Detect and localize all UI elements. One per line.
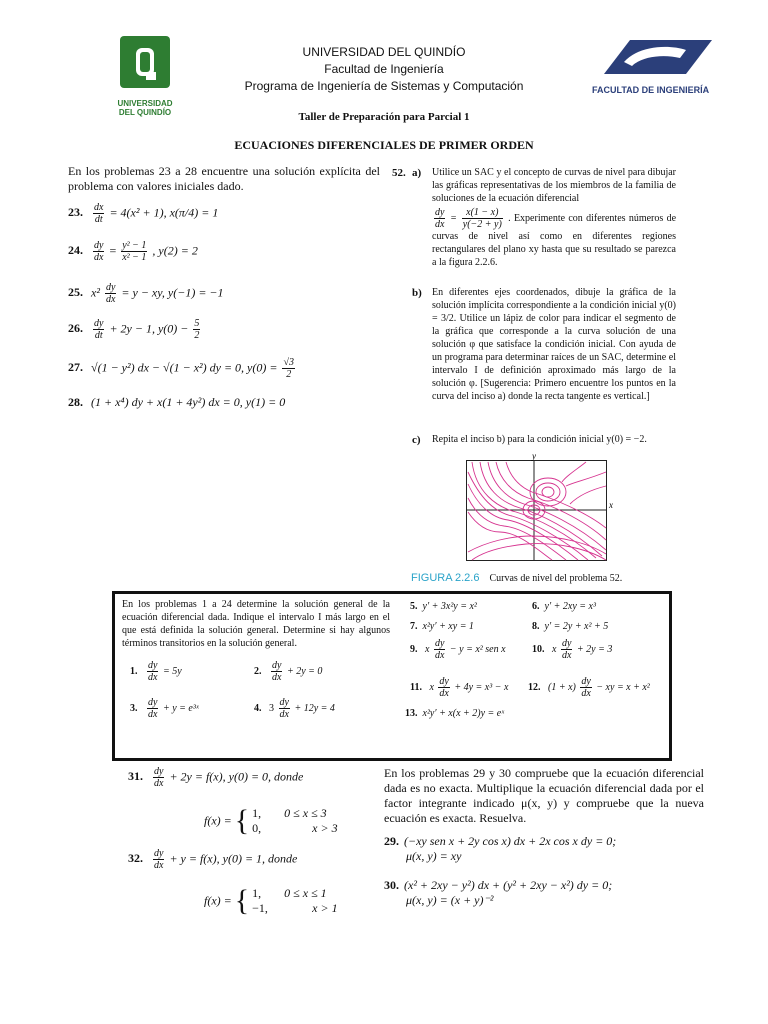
bp12-den: dx	[581, 688, 591, 699]
p32-case1-value: 1,	[252, 886, 262, 900]
box-problem-10-number: 10.	[532, 643, 545, 655]
problem-31-number: 31.	[128, 769, 143, 784]
box-problem-5	[410, 600, 477, 613]
box-problem-7-number: 7.	[410, 621, 418, 632]
problem-25-number: 25.	[68, 285, 83, 300]
bp10-rhs: + 2y = 3	[576, 643, 613, 655]
box-problem-13-number: 13.	[405, 708, 418, 719]
problem-23	[68, 202, 218, 225]
p26-den: dt	[94, 330, 103, 341]
problem-32-piecewise: f(x) = { 1, 0 ≤ x ≤ 1 −1, x > 1	[204, 884, 338, 917]
problem-52-number: 52.	[392, 167, 406, 179]
problem-31	[128, 766, 303, 789]
box-problem-11	[410, 676, 508, 699]
bp11-den: dx	[439, 688, 449, 699]
uq-logo-text-1: UNIVERSIDAD	[117, 99, 173, 108]
uq-logo-text-2: DEL QUINDÍO	[118, 108, 172, 117]
bp1-num: dy	[148, 660, 158, 671]
problem-32	[128, 848, 297, 871]
problem-52-c-label: c)	[412, 434, 421, 446]
fi-logo-icon	[590, 36, 720, 80]
problem-52-a-label: a)	[412, 167, 422, 179]
p24-den1: dx	[94, 252, 104, 263]
p32-f: f(x) =	[204, 893, 232, 908]
bp2-num: dy	[272, 660, 282, 671]
bp12-pre: (1 + x)	[548, 681, 576, 693]
bp6-body: y′ + 2xy = x³	[544, 601, 596, 612]
left-intro: En los problemas 23 a 28 encuentre una solución explícita del problema con valores iniciales dado.	[68, 164, 380, 193]
p25-den: dx	[105, 294, 116, 305]
bp3-num: dy	[148, 697, 158, 708]
p32-case2-value: −1,	[252, 901, 268, 915]
box-problem-1	[130, 660, 182, 683]
p32-den: dx	[154, 860, 164, 871]
problem-23-derivative	[93, 202, 104, 225]
bp9-pre: x	[425, 643, 430, 655]
box-problem-9	[410, 638, 506, 661]
problem-52-a-text2: . Experimente con diferentes números de curvas de nivel así como en diferentes regiones rectangulares del plano xy hasta que su resultado se parezca a la figura 2.2.6.	[432, 212, 677, 268]
bottom-right-intro: En los problemas 29 y 30 compruebe que la ecuación diferencial dada es no exacta. Multiplique la ecuación diferencial dada por el factor integrante indicado μ(x, y) y compruebe que la nueva ecuación es exacta. Resuelva.	[384, 766, 704, 825]
p24-num1: dy	[94, 240, 104, 251]
p31-num: dy	[154, 766, 164, 777]
p31-den: dx	[154, 778, 164, 789]
bp4-den: dx	[279, 709, 289, 720]
p32-num: dy	[154, 848, 164, 859]
page-title: ECUACIONES DIFERENCIALES DE PRIMER ORDEN	[234, 138, 534, 152]
faculty-name: Facultad de Ingeniería	[324, 62, 444, 76]
box-problem-3-number: 3.	[130, 702, 138, 714]
problem-26-number: 26.	[68, 321, 83, 336]
p32-case1-cond: 0 ≤ x ≤ 1	[284, 886, 327, 900]
bp5-body: y′ + 3x²y = x²	[422, 601, 477, 612]
box-problem-12	[528, 676, 650, 699]
problem-29	[384, 834, 704, 864]
problem-23-number: 23.	[68, 205, 83, 220]
bp9-num: dy	[434, 638, 445, 649]
uq-logo	[110, 36, 180, 116]
university-name: UNIVERSIDAD DEL QUINDÍO	[302, 45, 466, 59]
problem-26-rhs: + 2y − 1, y(0) −	[109, 321, 192, 336]
figure-caption-text: Curvas de nivel del problema 52.	[489, 573, 623, 584]
problem-26	[68, 318, 202, 341]
problem-52-a-text1: Utilice un SAC y el concepto de curvas de nivel para dibujar las gráficas representativas de los miembros de la familia de soluciones de la ecuación diferencial	[432, 167, 676, 204]
box-problem-6	[532, 600, 596, 613]
program-name: Programa de Ingeniería de Sistemas y Computación	[244, 79, 524, 93]
bp11-num: dy	[439, 676, 449, 687]
box-problem-8	[532, 620, 608, 633]
p23-num: dx	[94, 202, 104, 213]
problem-31-rhs: + 2y = f(x), y(0) = 0, donde	[169, 769, 304, 784]
problem-24-number: 24.	[68, 243, 83, 258]
problem-29-equation: (−xy sen x + 2y cos x) dx + 2x cos x dy = 0;	[404, 834, 617, 848]
p26-cn: 5	[194, 318, 200, 329]
bp13-body: x²y′ + x(x + 2)y = eˣ	[422, 708, 505, 719]
bp7-body: x²y′ + xy = 1	[422, 621, 474, 632]
box-problem-2-number: 2.	[254, 665, 262, 677]
problem-30-equation: (x² + 2xy − y²) dx + (y² + 2xy − x²) dy = 0;	[404, 878, 613, 892]
bp4-pre: 3	[269, 702, 274, 714]
box-problem-11-number: 11.	[410, 681, 422, 693]
problem-25-rhs: = y − xy, y(−1) = −1	[121, 285, 224, 300]
p25-num: dy	[105, 282, 116, 293]
box-problem-4-number: 4.	[254, 702, 262, 714]
fi-logo	[590, 36, 720, 96]
p32-case2-cond: x > 1	[312, 901, 338, 915]
problem-52-c-text: Repita el inciso b) para la condición inicial y(0) = −2.	[432, 434, 647, 445]
bp3-rhs: + y = e³ˣ	[162, 702, 199, 714]
p31-f: f(x) =	[204, 813, 232, 828]
problem-27-number: 27.	[68, 360, 83, 375]
box-intro: En los problemas 1 a 24 determine la solución general de la ecuación diferencial dada. Indique el intervalo I más largo en el que está definida la solución general. Determine si hay algunos términos transitorios en la solución general.	[122, 599, 390, 649]
p23-den: dt	[94, 214, 103, 225]
bp9-den: dx	[434, 650, 445, 661]
problem-23-rhs: = 4(x² + 1), x(π/4) = 1	[109, 205, 219, 220]
institution-header	[200, 44, 568, 95]
box-problem-3	[130, 697, 199, 720]
problem-29-number: 29.	[384, 834, 399, 848]
p31-case1-value: 1,	[252, 806, 262, 820]
bp1-den: dx	[148, 672, 158, 683]
bp2-rhs: + 2y = 0	[286, 665, 323, 677]
problem-52-b-text: En diferentes ejes coordenados, dibuje la gráfica de la solución implícita correspondiente a la condición inicial y(0) = 3/2. Utilice un lápiz de color para indicar el segmento de la gráfica que corresponde a la curva solución de una solución φ que satisface la condición inicial. Con ayuda de un programa para determinar raíces de un SAC, determine el intervalo I de definición aproximado más largo de la solución φ. [Sugerencia: Primero encuentre los puntos en la curva del inciso a) donde la recta tangente es vertical.]	[432, 287, 676, 402]
fi-logo-text: FACULTAD DE INGENIERÍA	[592, 85, 710, 95]
box-problem-1-number: 1.	[130, 665, 138, 677]
problem-52-a: Utilice un SAC y el concepto de curvas de nivel para dibujar las gráficas representativas de los miembros de la familia de soluciones de la ecuación diferencial $\frac{dy}{dx}$ = $\frac{x(1 - x)}{y(-2 + y)}$ . Experimente con diferentes números de curvas de nivel así como en diferentes regiones rectangulares del plano xy hasta que su resultado se parezca a la figura 2.2.6.	[432, 167, 677, 268]
box-problem-12-number: 12.	[528, 681, 541, 693]
p24-den2: x² − 1	[122, 252, 147, 263]
problem-27	[68, 357, 297, 380]
box-problem-8-number: 8.	[532, 621, 540, 632]
box-problem-6-number: 6.	[532, 601, 540, 612]
problem-24-rest: , y(2) = 2	[152, 243, 198, 258]
uq-logo-icon	[110, 36, 180, 94]
bp1-rhs: = 5y	[162, 665, 182, 677]
workshop-title: Taller de Preparación para Parcial 1	[298, 111, 470, 123]
figure-axis-x: x	[609, 500, 613, 510]
problem-32-rhs: + y = f(x), y(0) = 1, donde	[169, 851, 298, 866]
bp4-num: dy	[279, 697, 289, 708]
p52-den2: y(−2 + y)	[462, 219, 502, 230]
figure-label: FIGURA 2.2.6	[411, 572, 480, 584]
box-problem-4	[254, 697, 335, 720]
bp11-rhs: + 4y = x³ − x	[454, 681, 509, 693]
problem-29-factor: μ(x, y) = xy	[406, 849, 462, 863]
p52-num1: dy	[435, 207, 445, 218]
p31-case1-cond: 0 ≤ x ≤ 3	[284, 806, 327, 820]
problem-25	[68, 282, 224, 305]
bp12-rhs: − xy = x + x²	[596, 681, 650, 693]
p31-case2-value: 0,	[252, 821, 262, 835]
problem-31-piecewise: f(x) = { 1, 0 ≤ x ≤ 3 0, x > 3	[204, 804, 338, 837]
bp9-rhs: − y = x² sen x	[449, 643, 506, 655]
bp10-den: dx	[561, 650, 572, 661]
problem-27-body: √(1 − y²) dx − √(1 − x²) dy = 0, y(0) =	[91, 360, 278, 375]
problem-28	[68, 395, 285, 410]
bp10-num: dy	[561, 638, 572, 649]
p26-num: dy	[94, 318, 104, 329]
problem-30	[384, 878, 704, 908]
box-problem-9-number: 9.	[410, 643, 418, 655]
bp11-pre: x	[429, 681, 434, 693]
box-problem-2	[254, 660, 322, 683]
p25-pre: x²	[91, 285, 100, 300]
problem-30-number: 30.	[384, 878, 399, 892]
problem-52-b-label: b)	[412, 287, 422, 299]
problem-32-number: 32.	[128, 851, 143, 866]
p52-num2: x(1 − x)	[462, 207, 503, 219]
bp10-pre: x	[552, 643, 557, 655]
box-problem-10	[532, 638, 612, 661]
box-problem-5-number: 5.	[410, 601, 418, 612]
p27-cd: 2	[286, 369, 292, 380]
box-problem-13	[405, 707, 504, 720]
p52-den1: dx	[435, 219, 445, 230]
figure-axis-y: y	[532, 452, 536, 461]
p24-num2: y² − 1	[122, 240, 147, 251]
box-problem-7	[410, 620, 474, 633]
p26-cd: 2	[194, 330, 200, 341]
bp2-den: dx	[272, 672, 282, 683]
bp8-body: y′ = 2y + x² + 5	[544, 621, 609, 632]
problem-30-factor: μ(x, y) = (x + y)⁻²	[406, 893, 494, 907]
bp3-den: dx	[148, 709, 158, 720]
problem-28-body: (1 + x⁴) dy + x(1 + 4y²) dx = 0, y(1) = 0	[91, 395, 286, 409]
bp12-num: dy	[581, 676, 591, 687]
figure-caption	[411, 568, 622, 586]
level-curves-plot	[466, 452, 616, 568]
bp4-rhs: + 12y = 4	[294, 702, 335, 714]
problem-28-number: 28.	[68, 395, 83, 409]
figure-2-2-6	[466, 452, 616, 568]
p31-case2-cond: x > 3	[312, 821, 338, 835]
problem-24: 24. $\frac{dy}{dx}$ = $\frac{\text{y² − 1}}{\text{x² − 1}}$ , y(2) = 2	[68, 240, 198, 263]
p27-cn: √3	[283, 357, 294, 368]
